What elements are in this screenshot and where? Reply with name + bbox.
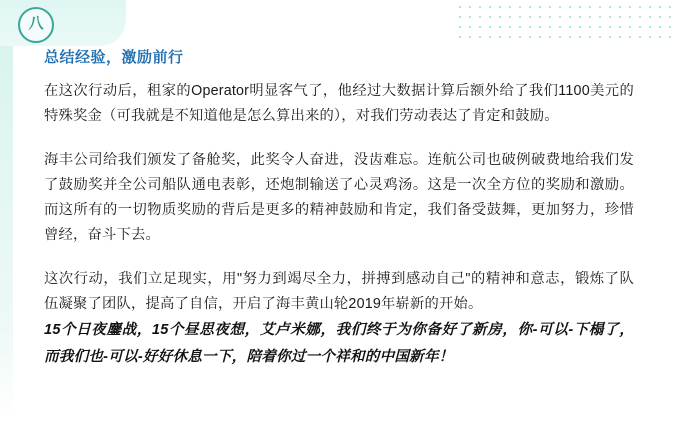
section-title: 总结经验，激励前行 [44, 49, 184, 66]
paragraph: 这次行动，我们立足现实，用"努力到竭尽全力，拼搏到感动自己"的精神和意志，锻炼了队伍凝聚了团队，提高了自信，开启了海丰黄山轮2019年崭新的开始。 [44, 271, 634, 312]
closing-paragraph: 15个日夜鏖战，15个昼思夜想，艾卢米娜，我们终于为你备好了新房，你-可以-下榻了，而我们也-可以-好好休息一下，陪着你过一个祥和的中国新年！ [44, 322, 634, 365]
chapter-marker: 八 [18, 7, 54, 43]
paragraph: 在这次行动后，租家的Operator明显客气了，他经过大数据计算后额外给了我们1100美元的特殊奖金（可我就是不知道他是怎么算出来的），对我们劳动表达了肯定和鼓励。 [44, 83, 634, 124]
left-gradient-rail [0, 46, 13, 421]
paragraph: 海丰公司给我们颁发了备舱奖，此奖令人奋进，没齿难忘。连航公司也破例破费地给我们发了鼓励奖并全公司船队通电表彰，还炮制输送了心灵鸡汤。这是一次全方位的奖励和激励。而这所有的一切物质奖励的背后是更多的精神鼓励和肯定，我们备受鼓舞，更加努力，珍惜曾经，奋斗下去。 [44, 152, 634, 243]
article-body [44, 48, 634, 408]
page-header [0, 0, 680, 46]
dot-pattern-decoration [455, 2, 679, 44]
